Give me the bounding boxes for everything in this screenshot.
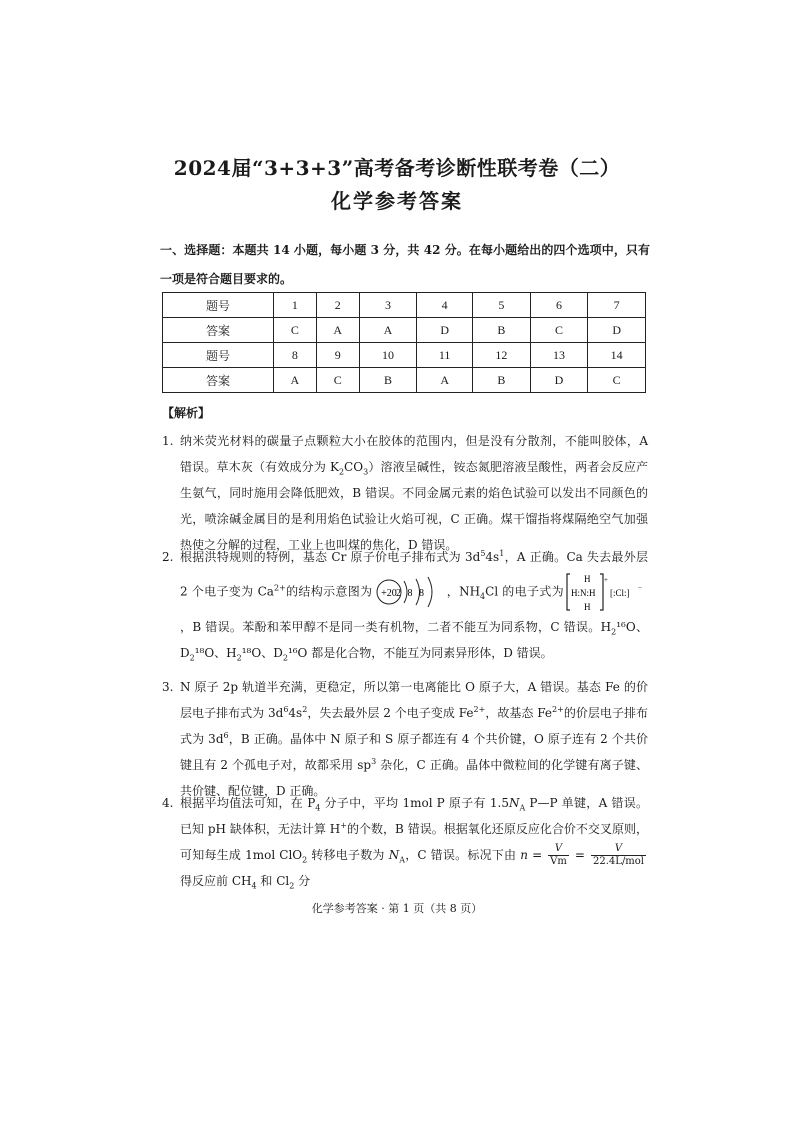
table-cell: C bbox=[316, 368, 359, 393]
table-cell: A bbox=[359, 318, 417, 343]
item-number: 4. bbox=[162, 796, 174, 810]
table-cell: 3 bbox=[359, 293, 417, 318]
table-cell: B bbox=[359, 368, 417, 393]
table-cell: 11 bbox=[417, 343, 473, 368]
svg-text:H: H bbox=[583, 574, 591, 584]
page-footer: 化学参考答案 · 第 1 页（共 8 页） bbox=[311, 902, 483, 915]
table-row-answers-2 bbox=[163, 368, 646, 393]
row-label: 题号 bbox=[163, 343, 274, 368]
section-instructions: 一、选择题：本题共 14 小题，每小题 3 分，共 42 分。在每小题给出的四个选项中，只有一项是符合题目要求的。 bbox=[160, 243, 650, 286]
fraction-v-over-vm: $\frac{V}{Vm}$ bbox=[550, 843, 567, 867]
table-cell: 12 bbox=[473, 343, 531, 368]
table-cell: C bbox=[530, 318, 588, 343]
table-cell: 7 bbox=[588, 293, 646, 318]
svg-text:+: + bbox=[603, 576, 608, 584]
item-number: 1. bbox=[162, 434, 174, 448]
item-number: 3. bbox=[162, 680, 174, 694]
table-cell: A bbox=[316, 318, 359, 343]
item-text: 纳米荧光材料的碳量子点颗粒大小在胶体的范围内，但是没有分散剂，不能叫胶体，A 错误。草木灰（有效成分为 $K_2CO_3$）溶液呈碱性，铵态氮肥溶液呈酸性，两者会反应产生氨气，同时施用会降低肥效，B 错误。不同金属元素的焰色试验可以发出不同颜色的光，喷涂碱金属目的是利用焰色试验让火焰可视，C 正确。煤干馏指将煤隔绝空气加强热使之分解的过程，工业上也叫煤的焦化，D 错误。 bbox=[180, 434, 648, 552]
table-row-numbers-2 bbox=[163, 343, 646, 368]
table-cell: B bbox=[473, 318, 531, 343]
analysis-item-1 bbox=[162, 428, 648, 558]
analysis-item-4 bbox=[162, 790, 648, 894]
item-text: 根据洪特规则的特例，基态 Cr 原子价电子排布式为 $3d^54s^1$，A 正确。Ca 失去最外层 2 个电子变为 $Ca^{2+}$的结构示意图为 +20 2 8 8 ，$NH_4Cl$ 的电子式为 H H H:N:H + [:Cl:] − ，B 错误。苯酚和苯甲醇不是同一类有机物，二者不能互为同系物，C 错误。$H_2^{16}O$、$D_2^{18}O$、$H_2^{18}O$、$D_2^{16}O$ 都是化合物，不能互为同素异形体，D 错误。 bbox=[180, 549, 648, 663]
table-cell: 10 bbox=[359, 343, 417, 368]
svg-text:H:N:H: H:N:H bbox=[570, 588, 596, 598]
table-cell: 13 bbox=[530, 343, 588, 368]
electron-shells: 2 8 8 bbox=[396, 588, 425, 599]
fraction-v-over-molar-volume: $\frac{V}{\text{22.4L/mol}}$ bbox=[593, 843, 645, 867]
item-text: N 原子 2p 轨道半充满，更稳定，所以第一电离能比 O 原子大，A 错误。基态 Fe 的价层电子排布式为 $3d^64s^2$，失去最外层 2 个电子变成 $Fe^{2+}$，故基态 $Fe^{2+}$的价层电子排布式为 $3d^6$，B 正确。晶体中 N 原子和 S 原子都连有 4 个共价键，O 原子连有 2 个共价键且有 2 个孤电子对，故都采用 $sp^3$ 杂化，C 正确。晶体中微粒间的化学键有离子键、共价键、配位键，D 正确。 bbox=[180, 680, 649, 798]
svg-text:[:Cl:]: [:Cl:] bbox=[609, 588, 630, 598]
table-cell: 4 bbox=[417, 293, 473, 318]
table-cell: 9 bbox=[316, 343, 359, 368]
table-cell: 14 bbox=[588, 343, 646, 368]
table-cell: D bbox=[530, 368, 588, 393]
ca-ion-structure-diagram bbox=[374, 575, 444, 609]
table-cell: A bbox=[417, 368, 473, 393]
table-cell: D bbox=[588, 318, 646, 343]
analysis-item-2 bbox=[162, 544, 648, 666]
table-cell: C bbox=[273, 318, 316, 343]
table-cell: 5 bbox=[473, 293, 531, 318]
table-cell: D bbox=[417, 318, 473, 343]
table-cell: B bbox=[473, 368, 531, 393]
exam-title: 2024届“3+3+3”高考备考诊断性联考卷（二） bbox=[173, 156, 621, 180]
table-row-numbers-1 bbox=[163, 293, 646, 318]
item-number: 2. bbox=[162, 550, 174, 564]
table-row-answers-1 bbox=[163, 318, 646, 343]
table-cell: 8 bbox=[273, 343, 316, 368]
answer-key-title: 化学参考答案 bbox=[331, 189, 463, 213]
table-cell: 1 bbox=[273, 293, 316, 318]
row-label: 答案 bbox=[163, 318, 274, 343]
nh4cl-electron-formula bbox=[566, 570, 646, 614]
table-cell: 6 bbox=[530, 293, 588, 318]
row-label: 答案 bbox=[163, 368, 274, 393]
nucleus-charge: +20 bbox=[381, 588, 398, 599]
analysis-item-3 bbox=[162, 674, 648, 804]
svg-text:−: − bbox=[637, 584, 642, 592]
table-cell: A bbox=[273, 368, 316, 393]
table-cell: 2 bbox=[316, 293, 359, 318]
answer-table bbox=[162, 292, 646, 393]
analysis-heading: 【解析】 bbox=[162, 406, 211, 420]
table-cell: C bbox=[588, 368, 646, 393]
item-text: 根据平均值法可知，在 $P_4$ 分子中，平均 1mol P 原子有 $1.5N_A$ P—P 单键，A 错误。已知 pH 缺体积，无法计算 H+的个数，B 错误。根据氧化还原反应化合价不交叉原则，可知每生成 1mol ClO$_2$ 转移电子数为 $N_A$，C 错误。标况下由 n = $\frac{V}{Vm}$ = $\frac{V}{\text{22.4L/mol}}$ 得反应前 $CH_4$ 和 $Cl_2$ 分 bbox=[180, 796, 649, 891]
svg-text:H: H bbox=[583, 602, 591, 612]
row-label: 题号 bbox=[163, 293, 274, 318]
